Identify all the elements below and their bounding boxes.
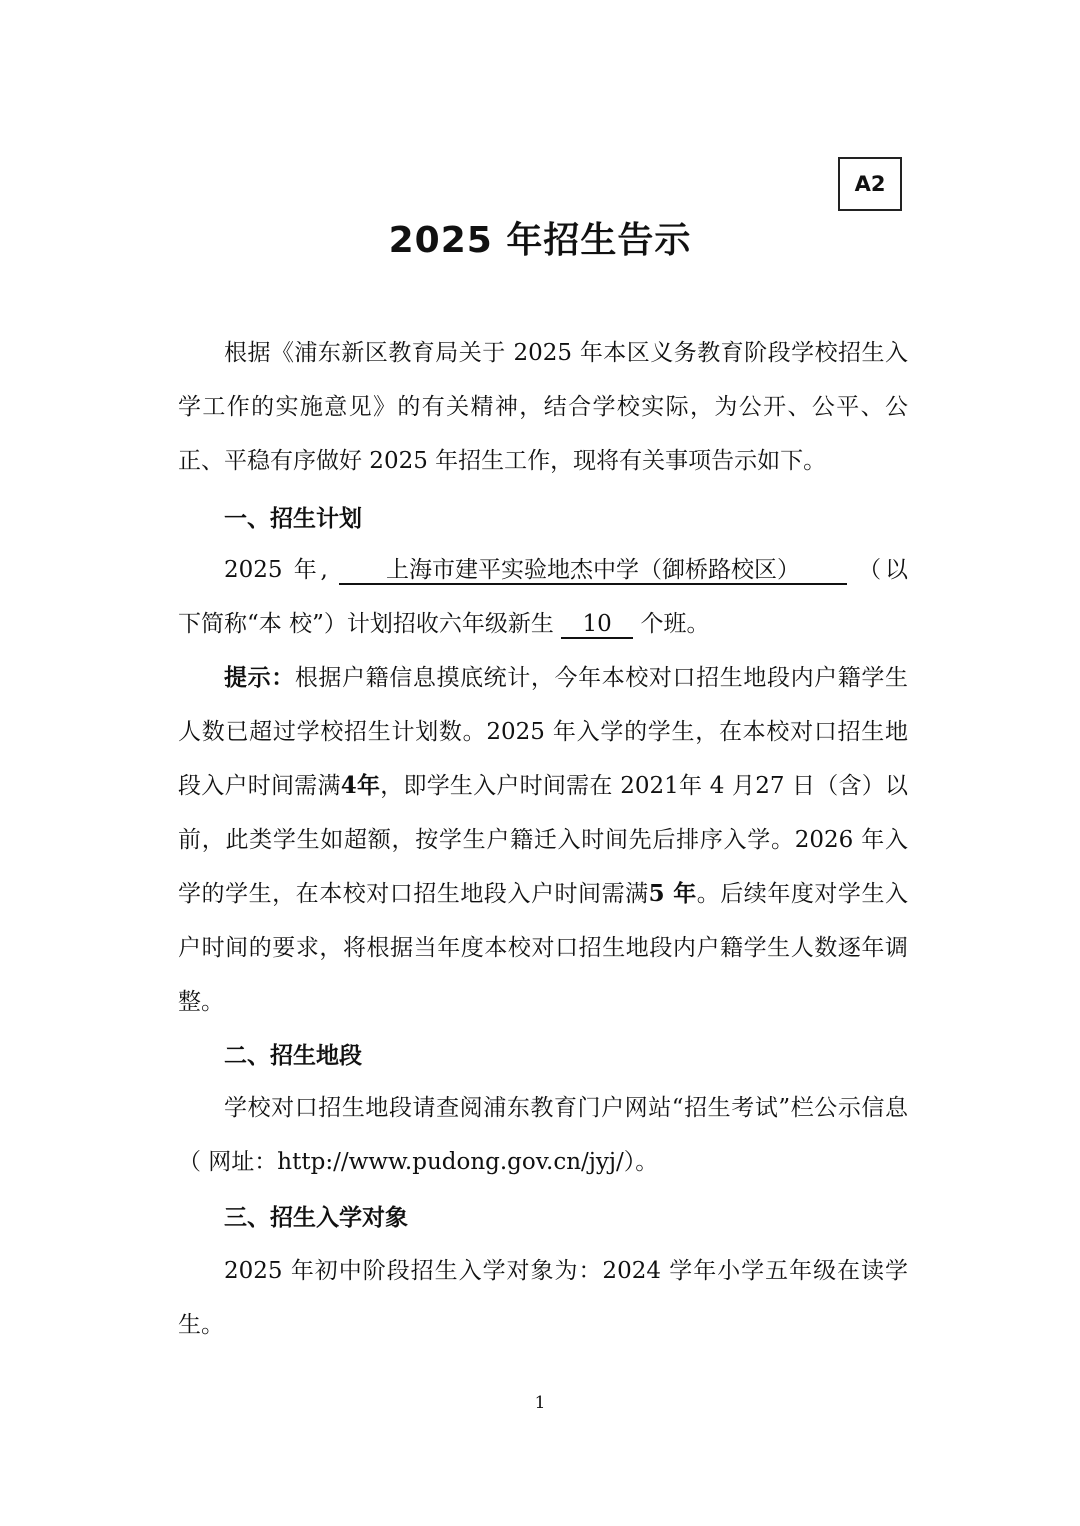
- tip-years-1: 4年: [340, 772, 381, 799]
- class-count-field: 10: [561, 612, 633, 639]
- section-3-paragraph: 2025 年初中阶段招生入学对象为：2024 学年小学五年级在读学生。: [178, 1258, 908, 1338]
- school-name-field: 上海市建平实验地杰中学（御桥路校区）: [339, 558, 847, 585]
- page-title: 2025 年招生告示: [388, 220, 692, 261]
- section-1-heading: 一、招生计划: [224, 506, 362, 532]
- tip-label: 提示：: [224, 664, 295, 691]
- tip-years-2: 5 年: [648, 880, 697, 907]
- page-number: 1: [534, 1393, 546, 1413]
- plan-middle-text: （以下简称“本 校”）计划招收六年级新生: [178, 557, 908, 637]
- section-2-heading: 二、招生地段: [224, 1043, 362, 1069]
- section-2-paragraph: 学校对口招生地段请查阅浦东教育门户网站“招生考试”栏公示信息（ 网址：http://www.pudong.gov.cn/jyj/）。: [178, 1095, 908, 1175]
- section-3-heading: 三、招生入学对象: [224, 1205, 408, 1231]
- document-tag: A2: [838, 157, 902, 211]
- plan-suffix: 个班。: [640, 611, 710, 637]
- tip-text-3: 。后续年度对学生入户时间的要求，将根据当年度本校对口招生地段内户籍学生人数逐年调整。: [178, 881, 908, 1015]
- tip-paragraph: [178, 651, 908, 1029]
- tip-text-1: 根据户籍信息摸底统计，今年本校对口招生地段内户籍学生人数已超过学校招生计划数。2025 年入学的学生，在本校对口招生地段入户时间需满: [178, 665, 909, 799]
- enrollment-plan-paragraph: [178, 543, 908, 651]
- intro-paragraph: 根据《浦东新区教育局关于 2025 年本区义务教育阶段学校招生入学工作的实施意见》的有关精神，结合学校实际，为公开、公平、公正、平稳有序做好 2025 年招生工作，现将有关事项告示如下。: [178, 340, 908, 474]
- plan-prefix: 2025 年,: [224, 557, 328, 583]
- tip-text-2: ，即学生入户时间需在 2021年 4 月27 日（含）以前，此类学生如超额，按学生户籍迁入时间先后排序入学。2026 年入学的学生，在本校对口招生地段入户时间需满: [178, 773, 908, 907]
